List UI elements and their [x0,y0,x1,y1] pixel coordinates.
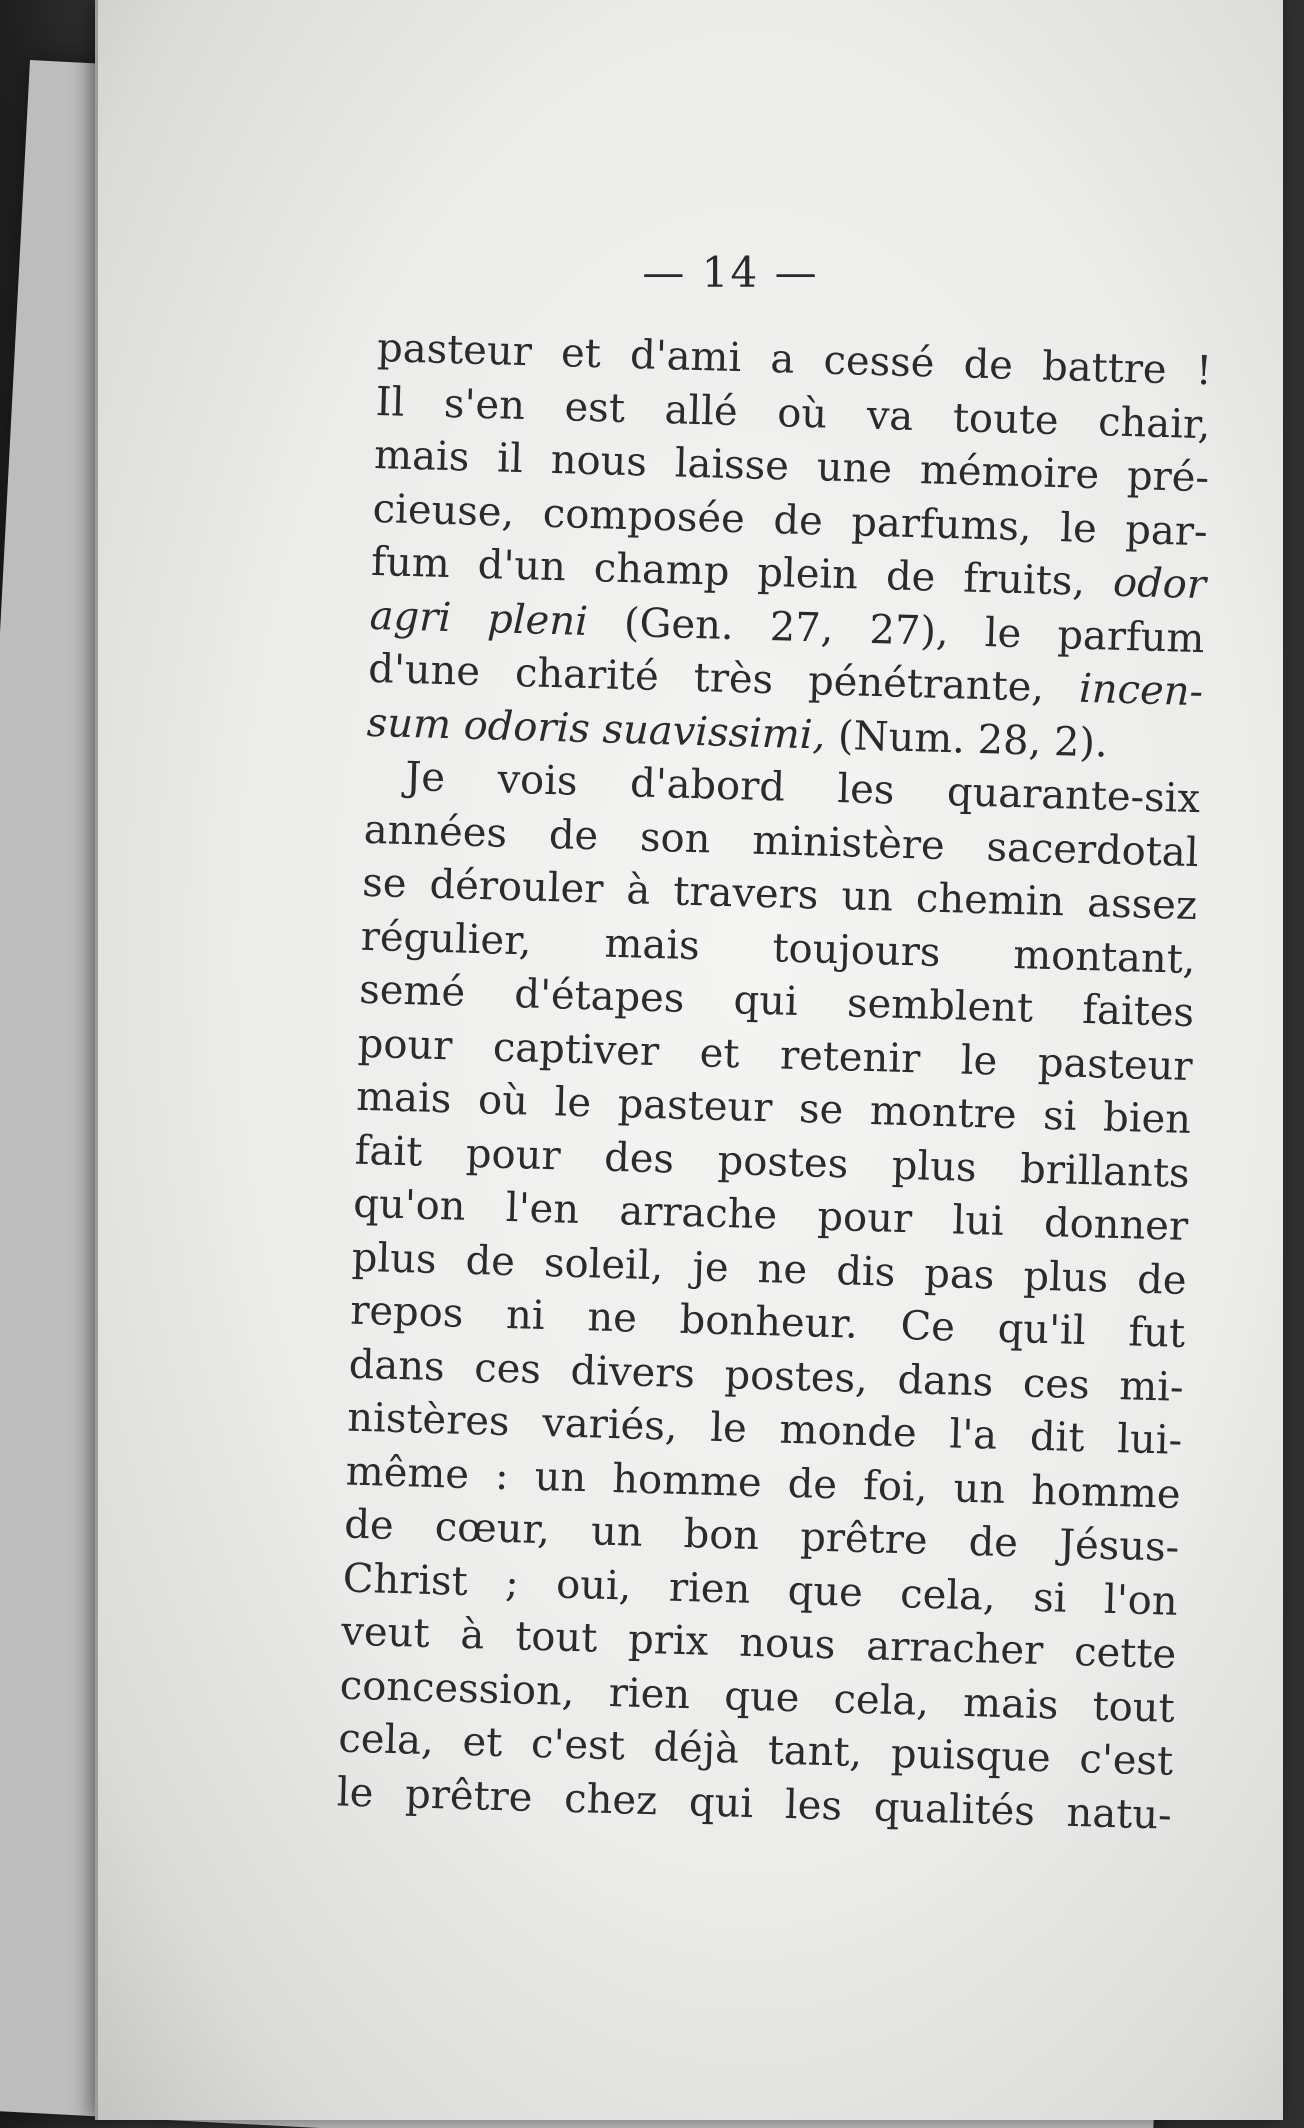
text-line: cela, et c'est déjà tant, puisque c'est [337,1715,1174,1785]
text-line: veut à tout prix nous arracher cette [340,1608,1177,1678]
text-line: années de son ministère sacerdotal [363,806,1200,876]
text-line: qu'on l'en arrache pour lui donner [352,1180,1189,1250]
text-line: régulier, mais toujours montant, [360,913,1197,983]
text-line: sum odoris suavissimi, (Num. 28, 2). [366,699,1109,767]
text-line: agri pleni (Gen. 27, 27), le parfum [369,592,1206,662]
text-line: d'une charité très pénétrante, incen- [367,645,1204,716]
text-line: semé d'étapes qui semblent faites [358,966,1195,1037]
text-line: pasteur et d'ami a cessé de battre ! [376,324,1213,395]
body-text [336,322,1237,1843]
text-line: fait pour des postes plus brillants [354,1127,1191,1197]
text-line: nistères variés, le monde l'a dit lui- [346,1394,1183,1464]
text-line: repos ni ne bonheur. Ce qu'il fut [349,1287,1186,1357]
text-line: se dérouler à travers un chemin assez [361,859,1198,930]
book-page [95,0,1283,2120]
text-line: plus de soleil, je ne dis pas plus de [351,1234,1188,1304]
text-line: Je vois d'abord les quarante-six [404,753,1201,823]
text-line: de cœur, un bon prêtre de Jésus- [343,1501,1180,1571]
text-line: le prêtre chez qui les qualités natu- [336,1768,1173,1839]
text-line: pour captiver et retenir le pasteur [357,1020,1194,1090]
text-line: Christ ; oui, rien que cela, si l'on [342,1555,1179,1625]
text-line: cieuse, composée de parfums, le par- [372,485,1209,555]
text-line: même : un homme de foi, un homme [345,1448,1182,1518]
text-line: dans ces divers postes, dans ces mi- [348,1341,1185,1411]
text-line: fum d'un champ plein de fruits, odor [370,538,1207,609]
text-line: concession, rien que cela, mais tout [339,1661,1176,1732]
text-line: mais il nous laisse une mémoire pré- [373,431,1210,502]
page-number: — 14 — [642,248,819,297]
text-line: Il s'en est allé où va toute chair, [375,378,1212,448]
text-line: mais où le pasteur se montre si bien [355,1073,1192,1144]
